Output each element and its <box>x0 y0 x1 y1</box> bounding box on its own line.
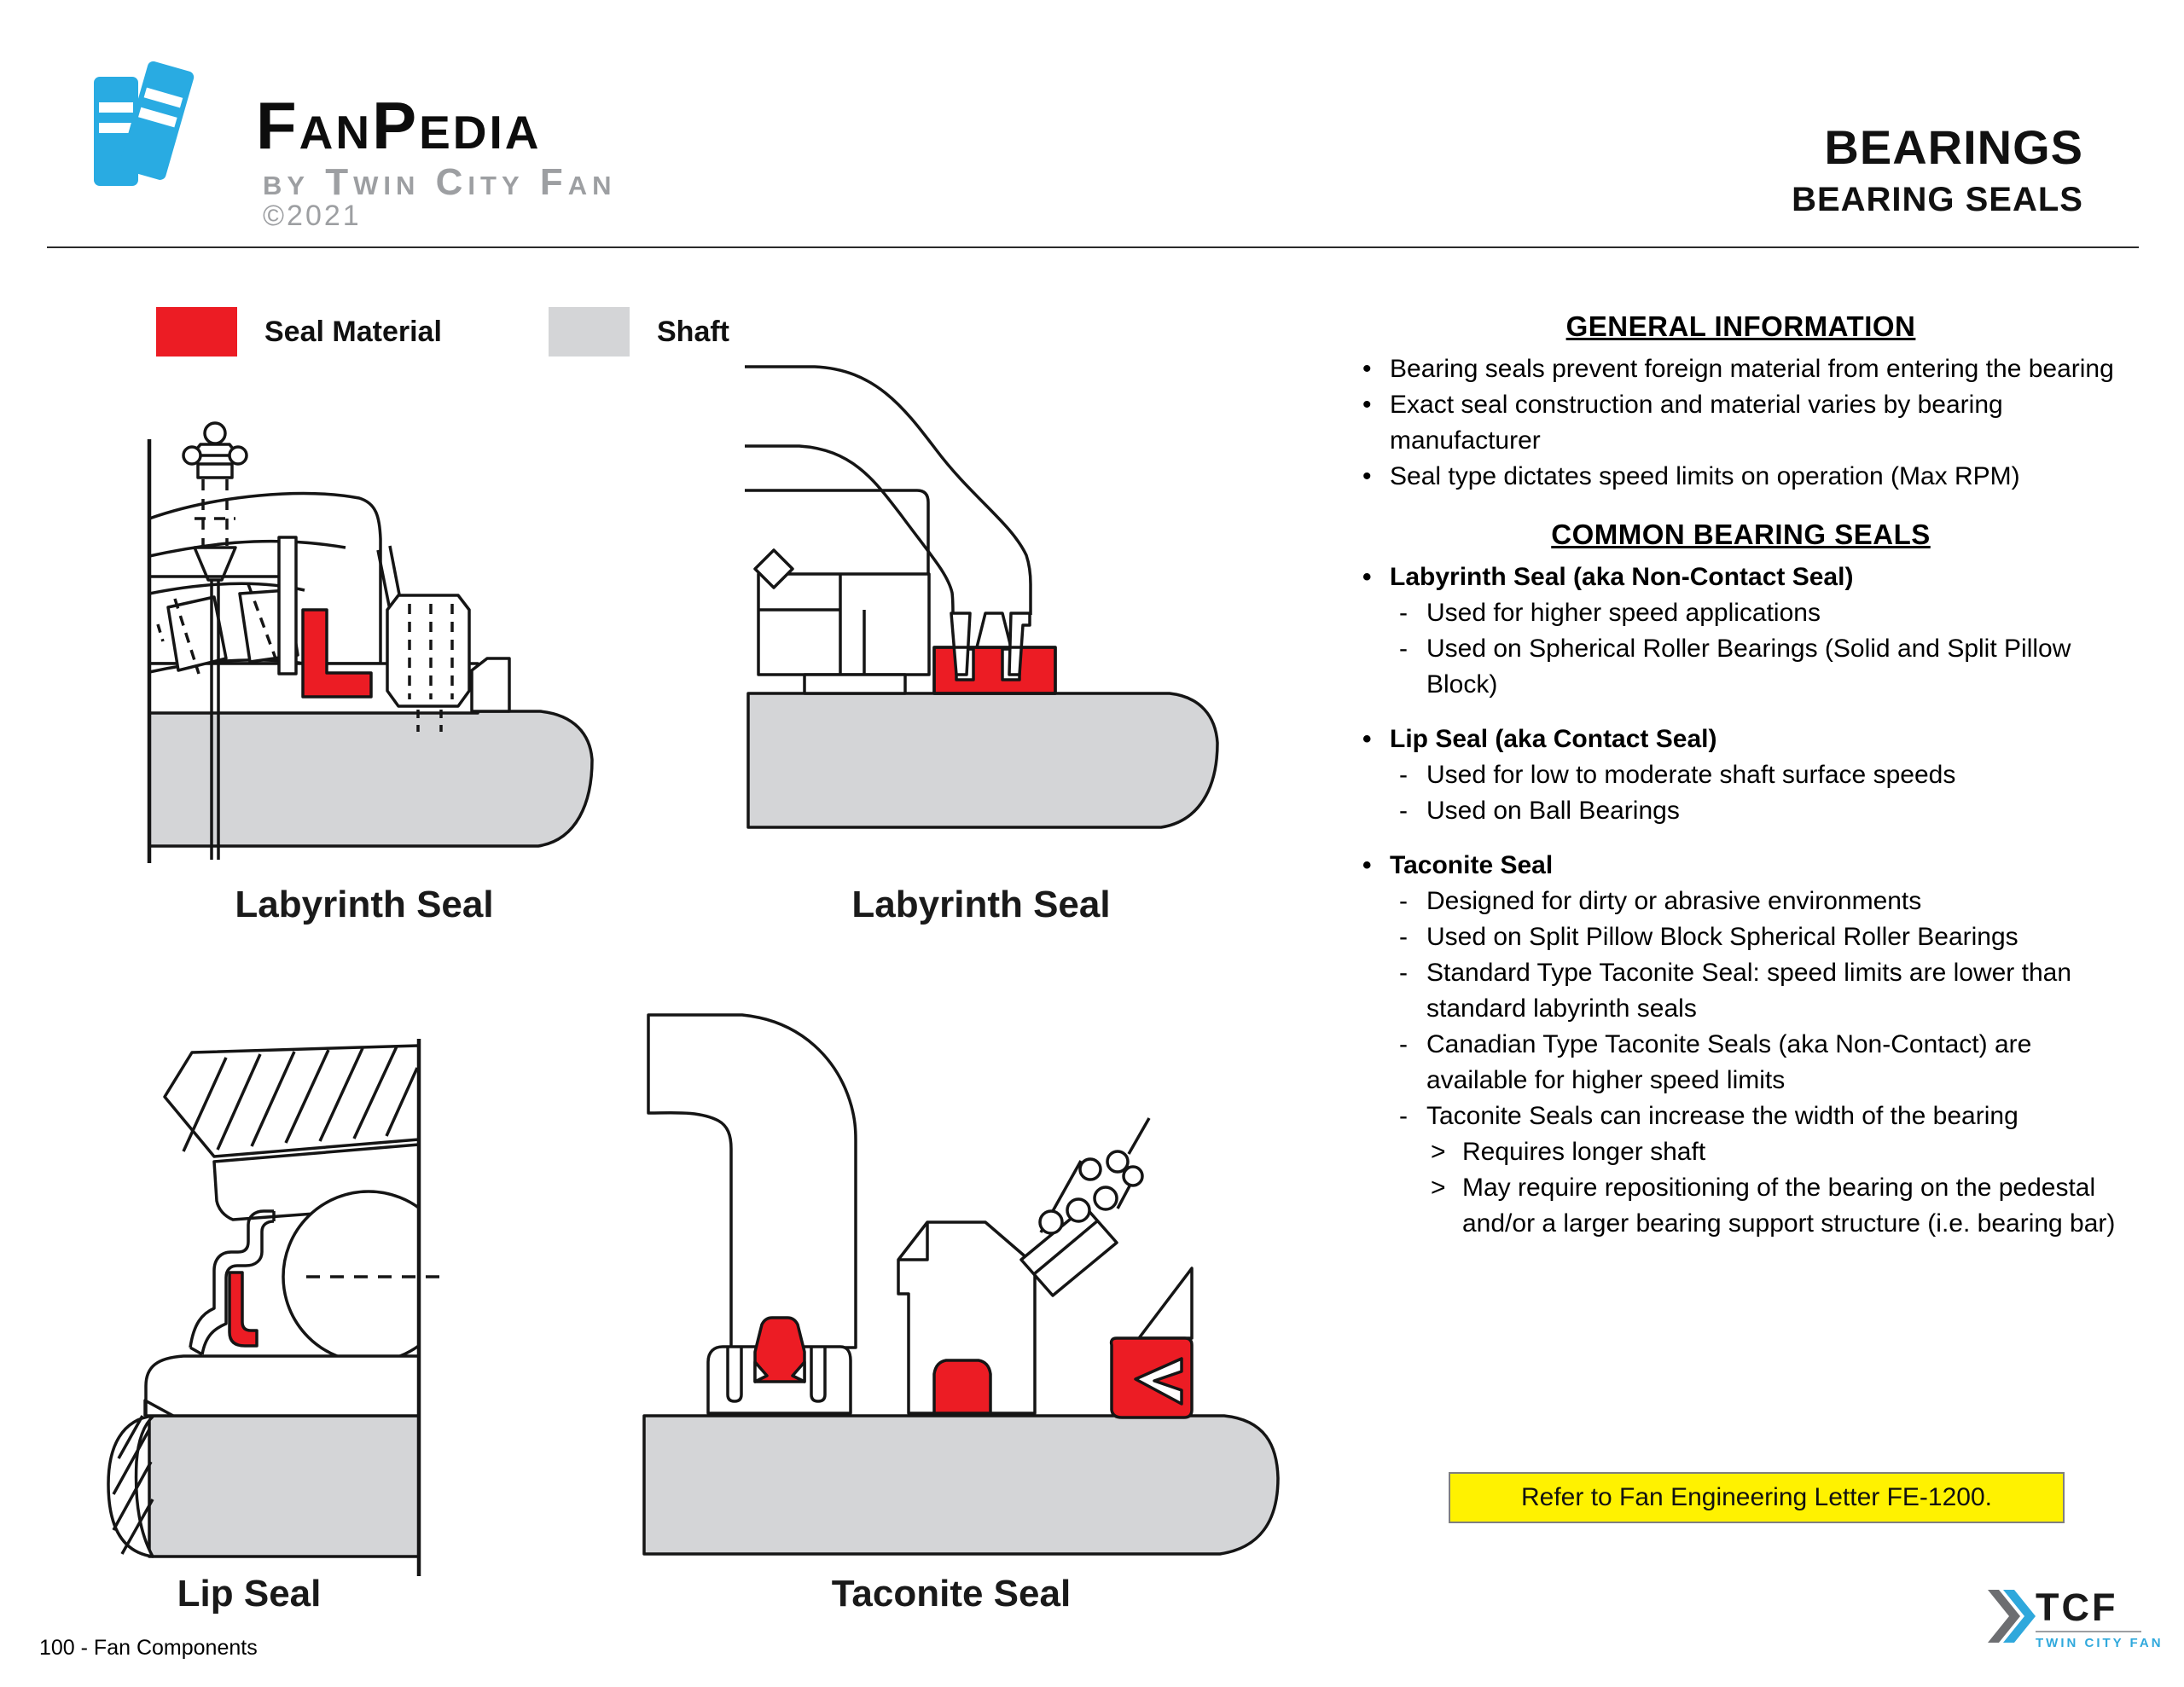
diagram-taconite-seal <box>627 994 1318 1582</box>
diagram-caption: Labyrinth Seal <box>851 884 1111 925</box>
diagram-labyrinth-seal-insert <box>729 354 1233 874</box>
page-subtitle: BEARING SEALS <box>1792 181 2083 218</box>
seal-type-point: - Canadian Type Taconite Seals (aka Non-Contact) are available for higher speed limits <box>1359 1027 2123 1099</box>
shaft-end <box>108 1416 154 1557</box>
bullet: • Seal type dictates speed limits on operation (Max RPM) <box>1359 459 2123 495</box>
housing-outline <box>648 1015 856 1348</box>
note-text: Refer to Fan Engineering Letter FE-1200. <box>1521 1483 1992 1511</box>
diagram-caption: Taconite Seal <box>831 1573 1072 1615</box>
page-title: BEARINGS <box>1824 120 2083 174</box>
seal-type-point: - Used for low to moderate shaft surface speeds <box>1359 757 2123 793</box>
seal-type-point: - Taconite Seals can increase the width of the bearing <box>1359 1099 2123 1134</box>
seal-type-point: - Used on Spherical Roller Bearings (Solid and Split Pillow Block) <box>1359 631 2123 703</box>
engineering-letter-note <box>1449 1472 2065 1523</box>
seal-material <box>755 1318 804 1382</box>
seal-type-subpoint: > May require repositioning of the bearing on the pedestal and/or a larger bearing support structure (i.e. bearing bar) <box>1359 1170 2123 1242</box>
seal-type-title: • Labyrinth Seal (aka Non-Contact Seal) <box>1359 559 2123 595</box>
tcf-tagline: TWIN CITY FAN <box>2036 1636 2164 1650</box>
page-number-label: 100 - Fan Components <box>39 1636 258 1660</box>
seal-type-subpoint: > Requires longer shaft <box>1359 1134 2123 1170</box>
seal-type-point: - Used on Ball Bearings <box>1359 793 2123 829</box>
tcf-divider <box>2036 1631 2141 1632</box>
diagram-caption: Lip Seal <box>177 1573 322 1615</box>
legend-seal-material-label: Seal Material <box>264 316 442 348</box>
shaft <box>149 1416 419 1557</box>
seal-material <box>934 613 1055 693</box>
diagram-lip-seal <box>64 1015 439 1595</box>
seal-type-title: • Lip Seal (aka Contact Seal) <box>1359 722 2123 757</box>
brand-copyright: ©2021 <box>263 200 362 232</box>
brand-subtitle: by Twin City Fan <box>263 161 617 203</box>
bearing-outer-ring <box>165 1046 419 1157</box>
diagram-caption: Labyrinth Seal <box>235 884 494 925</box>
diagram-labyrinth-seal-pillow-block <box>90 409 653 887</box>
seal-material <box>934 1360 990 1413</box>
bullet: • Bearing seals prevent foreign material from entering the bearing <box>1359 351 2123 387</box>
bullet: • Exact seal construction and material varies by bearing manufacturer <box>1359 387 2123 459</box>
general-information-heading: GENERAL INFORMATION <box>1565 310 1916 342</box>
common-bearing-seals-heading: COMMON BEARING SEALS <box>1551 519 1931 550</box>
seal-type-point: - Standard Type Taconite Seal: speed limits are lower than standard labyrinth seals <box>1359 955 2123 1027</box>
shaft <box>748 693 1217 827</box>
shaft <box>149 711 592 846</box>
bearing-inner-ring <box>146 1356 419 1416</box>
legend-shaft-label: Shaft <box>657 316 729 348</box>
bearing-inner-ring <box>755 550 929 693</box>
brand-title: FanPedia <box>256 88 542 163</box>
seal-type-title: • Taconite Seal <box>1359 848 2123 884</box>
seal-type-point: - Used for higher speed applications <box>1359 595 2123 631</box>
grease-fitting-chain <box>1021 1118 1149 1296</box>
fanpedia-books-icon <box>92 61 237 189</box>
header-rule <box>47 246 2139 248</box>
legend-shaft-swatch <box>549 307 630 357</box>
seal-material <box>1112 1338 1192 1417</box>
tcf-chevrons-icon <box>1988 1590 2036 1643</box>
info-panel <box>1359 309 2123 1242</box>
seal-material <box>229 1272 257 1346</box>
shaft <box>644 1416 1278 1554</box>
seal-type-point: - Used on Split Pillow Block Spherical Roller Bearings <box>1359 919 2123 955</box>
legend-seal-material-swatch <box>156 307 237 357</box>
seal-type-point: - Designed for dirty or abrasive environments <box>1359 884 2123 919</box>
tcf-name: TCF <box>2036 1586 2118 1629</box>
